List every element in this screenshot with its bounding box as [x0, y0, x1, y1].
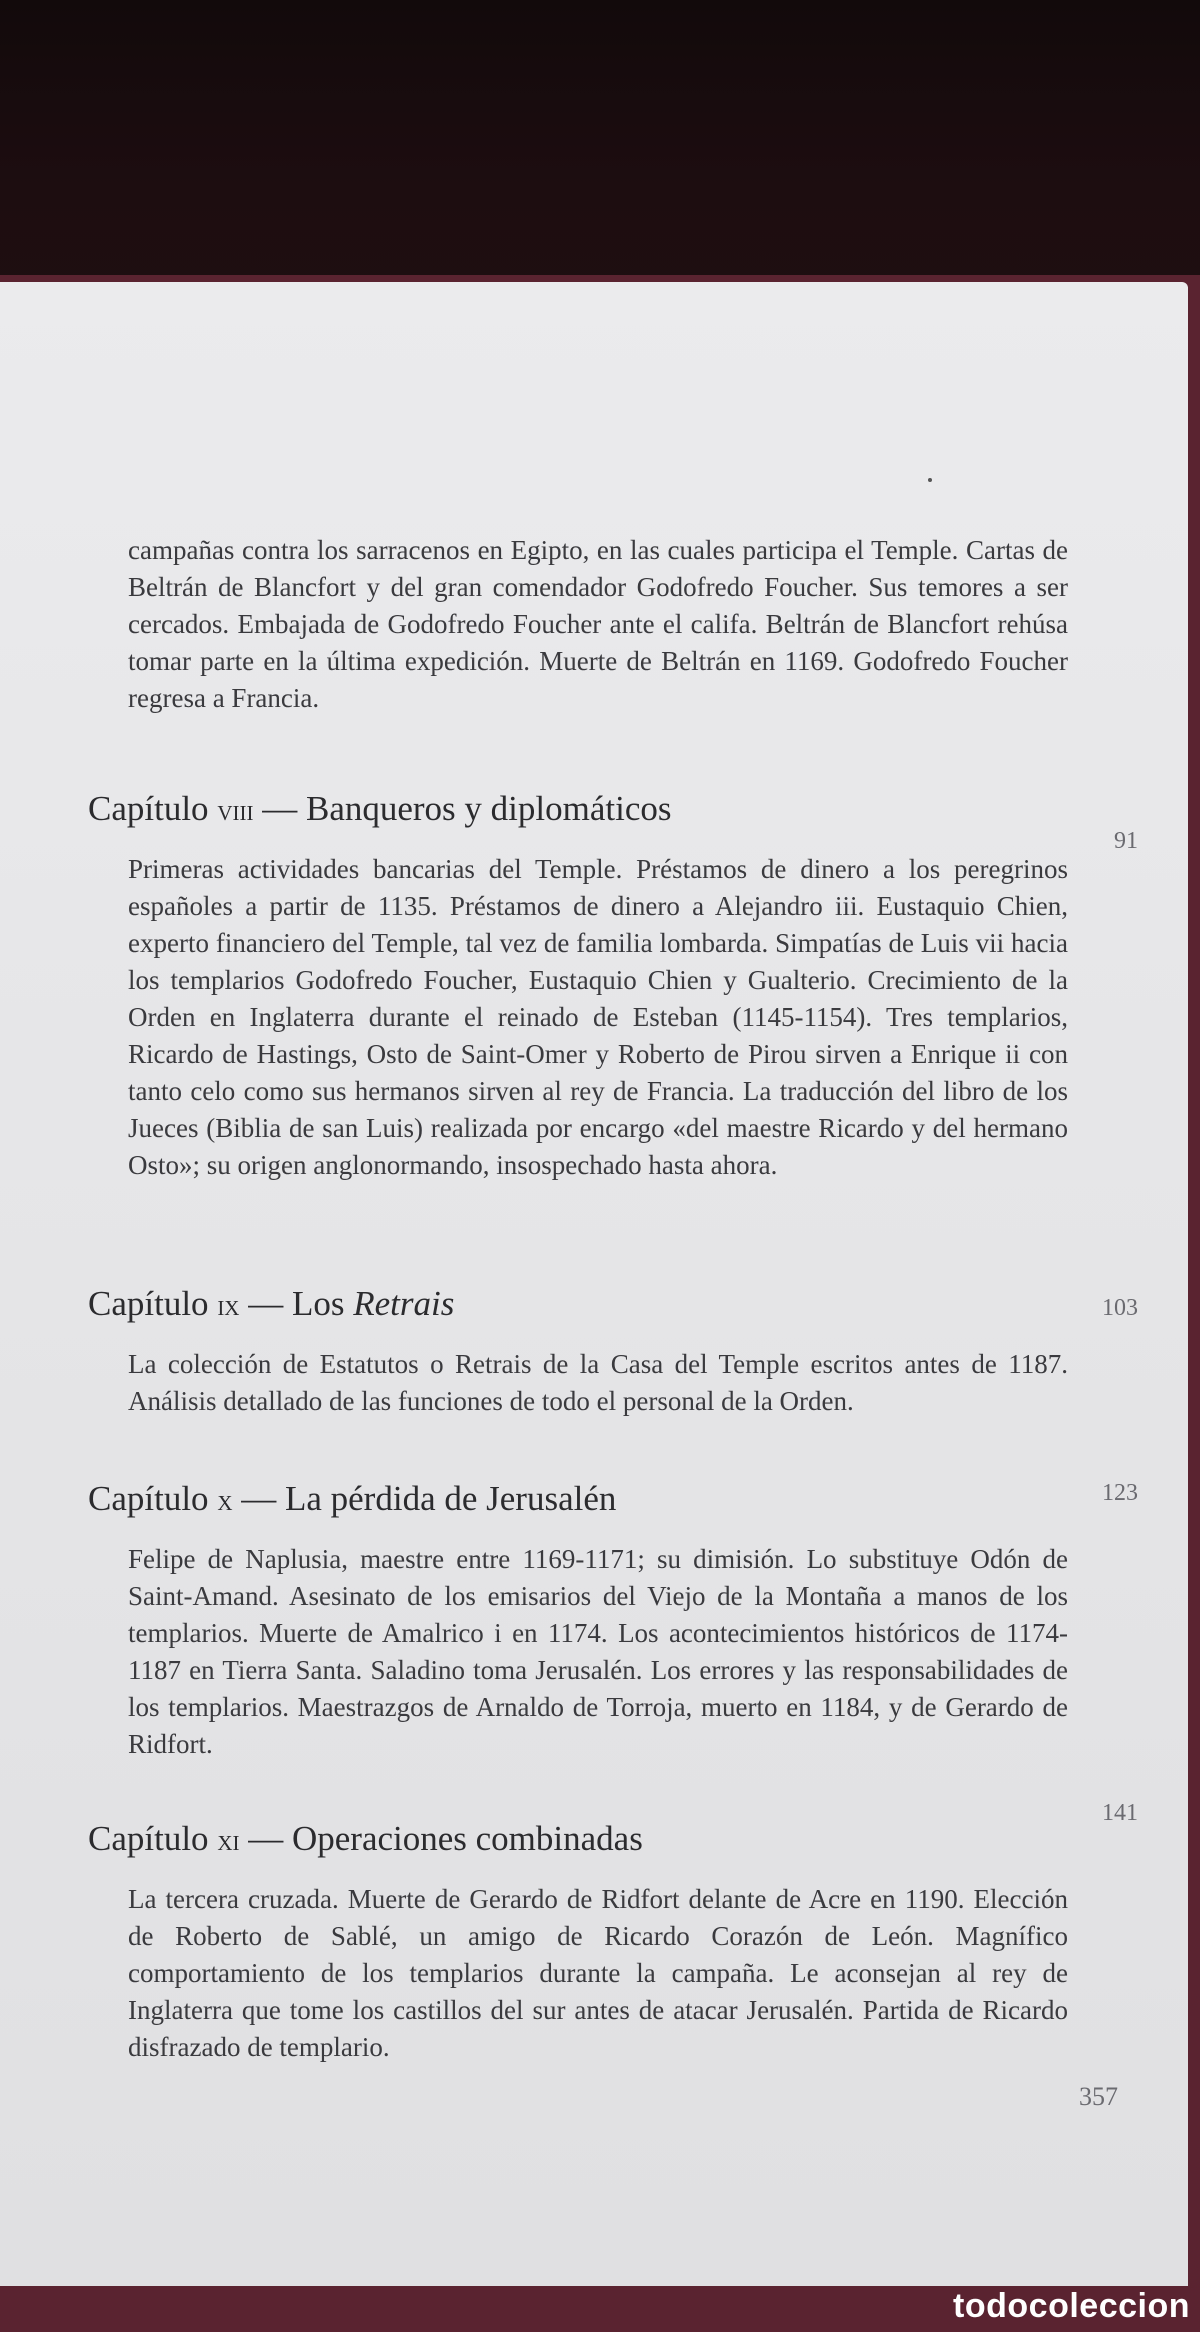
chapter-page-number: 141 — [1102, 1800, 1138, 1826]
chapter-label: Capítulo — [88, 1284, 209, 1323]
chapter-title — [88, 1282, 454, 1328]
chapter-viii — [88, 787, 1138, 1184]
chapter-heading — [88, 1282, 1138, 1328]
chapter-label: Capítulo — [88, 1819, 209, 1858]
chapter-name: Los — [291, 1284, 345, 1323]
chapter-title — [88, 1477, 616, 1523]
chapter-heading — [88, 787, 1138, 854]
chapter-summary: Primeras actividades bancarias del Temple. Préstamos de dinero a los peregrinos españoles a partir de 1135. Préstamos de dinero a Alejandro iii. Eustaquio Chien, experto financiero del Temple, tal vez de familia lombarda. Simpatías de Luis vii hacia los templarios Godofredo Foucher, Eustaquio Chien y Gualterio. Crecimiento de la Orden en Inglaterra durante el reinado de Esteban (1145-1154). Tres templarios, Ricardo de Hastings, Osto de Saint-Omer y Roberto de Pirou sirven a Enrique ii con tanto celo como sus hermanos sirven al rey de Francia. La traducción del libro de los Jueces (Biblia de san Luis) realizada por encargo «del maestre Ricardo y del hermano Osto»; su origen anglonormando, insospechado hasta ahora. — [128, 854, 1068, 1180]
chapter-heading — [88, 1800, 1138, 1863]
chapter-page-number: 123 — [1102, 1480, 1138, 1506]
chapter-dash: — — [262, 789, 298, 828]
chapter-title — [88, 787, 671, 833]
chapter-summary: La tercera cruzada. Muerte de Gerardo de Ridfort delante de Acre en 1190. Elección de Roberto de Sablé, un amigo de Ricardo Corazón de León. Magnífico comportamiento de los templarios durante la campaña. Le aconsejan al rey de Inglaterra que tome los castillos del sur antes de atacar Jerusalén. Partida de Ricardo disfrazado de templario. — [128, 1884, 1068, 2062]
chapter-name-italic: Retrais — [353, 1284, 455, 1323]
chapter-number: viii — [217, 794, 254, 827]
chapter-page-number: 91 — [1114, 828, 1138, 854]
chapter-label: Capítulo — [88, 1479, 209, 1518]
chapter-dash: — — [248, 1284, 284, 1323]
chapter-ix — [88, 1282, 1138, 1420]
page-content — [0, 282, 1188, 2286]
chapter-x — [88, 1477, 1138, 1763]
book-page — [0, 282, 1188, 2286]
chapter-number: xi — [217, 1824, 240, 1857]
chapter-page-number: 103 — [1102, 1295, 1138, 1321]
chapter-name: Operaciones combinadas — [291, 1819, 643, 1858]
chapter-summary: La colección de Estatutos o Retrais de la Casa del Temple escritos antes de 1187. Análisis detallado de las funciones de todo el personal de la Orden. — [128, 1349, 1068, 1416]
watermark-logo: todocoleccion — [953, 2287, 1190, 2325]
chapter-number: x — [217, 1484, 233, 1517]
chapter-label: Capítulo — [88, 789, 209, 828]
chapter-name: Banqueros y diplomáticos — [305, 789, 672, 828]
chapter-xi — [88, 1800, 1138, 2066]
chapter-name: La pérdida de Jerusalén — [284, 1479, 617, 1518]
chapter-dash: — — [248, 1819, 284, 1858]
chapter-summary: Felipe de Naplusia, maestre entre 1169-1171; su dimisión. Lo substituye Odón de Saint-Amand. Asesinato de los emisarios del Viejo de la Montaña a manos de los templarios. Muerte de Amalrico i en 1174. Los acontecimientos históricos de 1174-1187 en Tierra Santa. Saladino toma Jerusalén. Los errores y las responsabilidades de los templarios. Maestrazgos de Arnaldo de Torroja, muerto en 1184, y de Gerardo de Ridfort. — [128, 1544, 1068, 1759]
ink-speck — [928, 478, 932, 482]
continued-summary: campañas contra los sarracenos en Egipto, en las cuales participa el Temple. Cartas de Beltrán de Blancfort y del gran comendador Godofredo Foucher. Sus temores a ser cercados. Embajada de Godofredo Foucher ante el califa. Beltrán de Blancfort rehúsa tomar parte en la última expedición. Muerte de Beltrán en 1169. Godofredo Foucher regresa a Francia. — [128, 535, 1068, 713]
page-folio-number: 357 — [1079, 2082, 1118, 2111]
chapter-number: ix — [217, 1289, 240, 1322]
chapter-dash: — — [241, 1479, 277, 1518]
chapter-heading — [88, 1477, 1138, 1523]
chapter-title — [88, 1817, 643, 1863]
